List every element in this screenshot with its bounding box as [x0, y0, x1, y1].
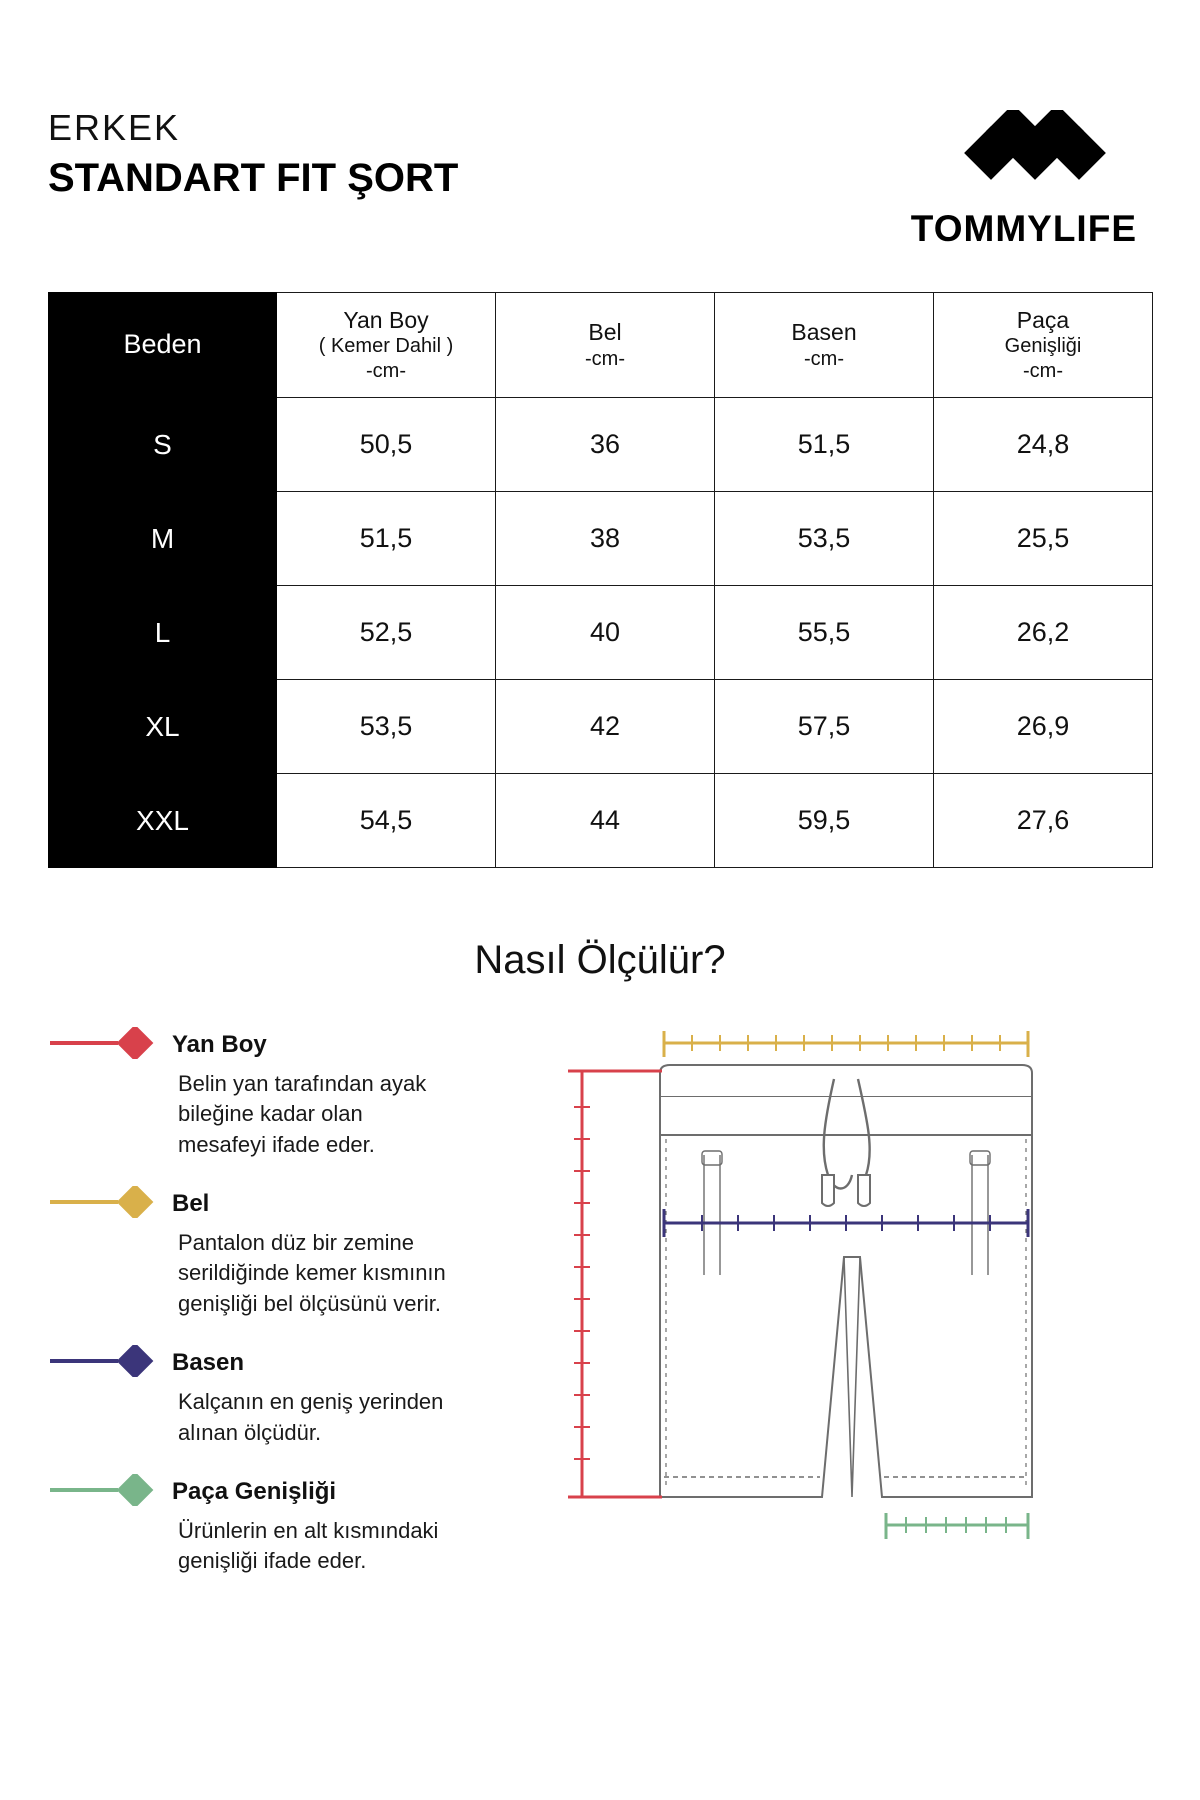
- legend-item-yan-boy: [48, 1027, 552, 1160]
- legend-item-basen: [48, 1345, 552, 1448]
- cell-yan-boy: 52,5: [277, 586, 496, 680]
- legend-list: [48, 1027, 552, 1651]
- cell-bel: 44: [496, 774, 715, 868]
- table-row: [49, 680, 1153, 774]
- column-header-yan-boy: [277, 293, 496, 398]
- page-header: [0, 0, 1200, 250]
- column-header-label: Basen: [791, 319, 857, 346]
- cell-paca: 27,6: [934, 774, 1153, 868]
- cell-bel: 36: [496, 398, 715, 492]
- cell-size: S: [49, 398, 277, 492]
- cell-size: M: [49, 492, 277, 586]
- column-header-label: Paça: [1016, 306, 1070, 333]
- size-table-wrapper: [0, 250, 1200, 868]
- legend-description: Kalçanın en geniş yerinden alınan ölçüdür.: [178, 1389, 444, 1445]
- column-header-unit: -cm-: [1023, 360, 1063, 383]
- cell-yan-boy: 50,5: [277, 398, 496, 492]
- table-row: [49, 774, 1153, 868]
- legend-label: Basen: [172, 1349, 245, 1377]
- column-header-basen: [715, 293, 934, 398]
- cell-paca: 24,8: [934, 398, 1153, 492]
- cell-size: XXL: [49, 774, 277, 868]
- column-header-unit: -cm-: [585, 347, 625, 370]
- column-header-unit: -cm-: [804, 347, 844, 370]
- cell-paca: 26,9: [934, 680, 1153, 774]
- cell-bel: 40: [496, 586, 715, 680]
- diamond-marker-yellow: [48, 1186, 158, 1222]
- cell-basen: 51,5: [715, 398, 934, 492]
- column-header-label: Bel: [588, 319, 622, 346]
- legend-item-paca-genisligi: [48, 1474, 552, 1577]
- size-table: [48, 292, 1153, 868]
- cell-paca: 26,2: [934, 586, 1153, 680]
- page-title: STANDART FIT ŞORT: [48, 156, 459, 200]
- legend-description: Pantalon düz bir zemine serildiğinde kemer kısmının genişliği bel ölçüsünü verir.: [178, 1230, 446, 1316]
- legend-label: Yan Boy: [172, 1031, 267, 1058]
- cell-yan-boy: 51,5: [277, 492, 496, 586]
- cell-basen: 57,5: [715, 680, 934, 774]
- measurement-guide: [0, 983, 1200, 1651]
- cell-bel: 38: [496, 492, 715, 586]
- cell-basen: 55,5: [715, 586, 934, 680]
- title-block: [48, 107, 459, 200]
- shorts-measurement-diagram: [552, 1027, 1152, 1651]
- column-header-label: Beden: [123, 329, 202, 360]
- legend-item-bel: [48, 1186, 552, 1319]
- column-header-paca: [934, 293, 1153, 398]
- cell-basen: 53,5: [715, 492, 934, 586]
- table-row: [49, 492, 1153, 586]
- diamond-cluster-logo: [911, 110, 1137, 194]
- page-category: ERKEK: [48, 107, 181, 148]
- column-header-unit: -cm-: [366, 360, 406, 383]
- column-header-beden: [49, 293, 277, 398]
- column-header-sublabel: ( Kemer Dahil ): [318, 335, 454, 358]
- legend-label: Bel: [172, 1190, 210, 1218]
- paca-measure-line: [886, 1513, 1028, 1539]
- cell-bel: 42: [496, 680, 715, 774]
- yan-boy-measure-line: [568, 1071, 662, 1497]
- cell-yan-boy: 53,5: [277, 680, 496, 774]
- diamond-marker-navy: [48, 1345, 158, 1381]
- cell-size: L: [49, 586, 277, 680]
- diamond-marker-green: [48, 1474, 158, 1510]
- legend-label: Paça Genişliği: [172, 1477, 337, 1505]
- bel-measure-line: [664, 1031, 1028, 1057]
- cell-paca: 25,5: [934, 492, 1153, 586]
- column-header-label: Yan Boy: [343, 306, 429, 333]
- section-title: Nasıl Ölçülür?: [474, 938, 726, 982]
- legend-description: Ürünlerin en alt kısmındaki genişliği ifade eder.: [178, 1517, 439, 1574]
- table-row: [49, 398, 1153, 492]
- brand-name: TOMMYLIFE: [910, 208, 1137, 249]
- cell-basen: 59,5: [715, 774, 934, 868]
- cell-size: XL: [49, 680, 277, 774]
- table-header-row: [49, 293, 1153, 398]
- diamond-marker-red: [48, 1027, 158, 1063]
- table-row: [49, 586, 1153, 680]
- column-header-sublabel: Genişliği: [1004, 335, 1082, 358]
- legend-description: Belin yan tarafından ayak bileğine kadar olan mesafeyi ifade eder.: [178, 1071, 427, 1157]
- brand-block: [911, 110, 1145, 250]
- column-header-bel: [496, 293, 715, 398]
- cell-yan-boy: 54,5: [277, 774, 496, 868]
